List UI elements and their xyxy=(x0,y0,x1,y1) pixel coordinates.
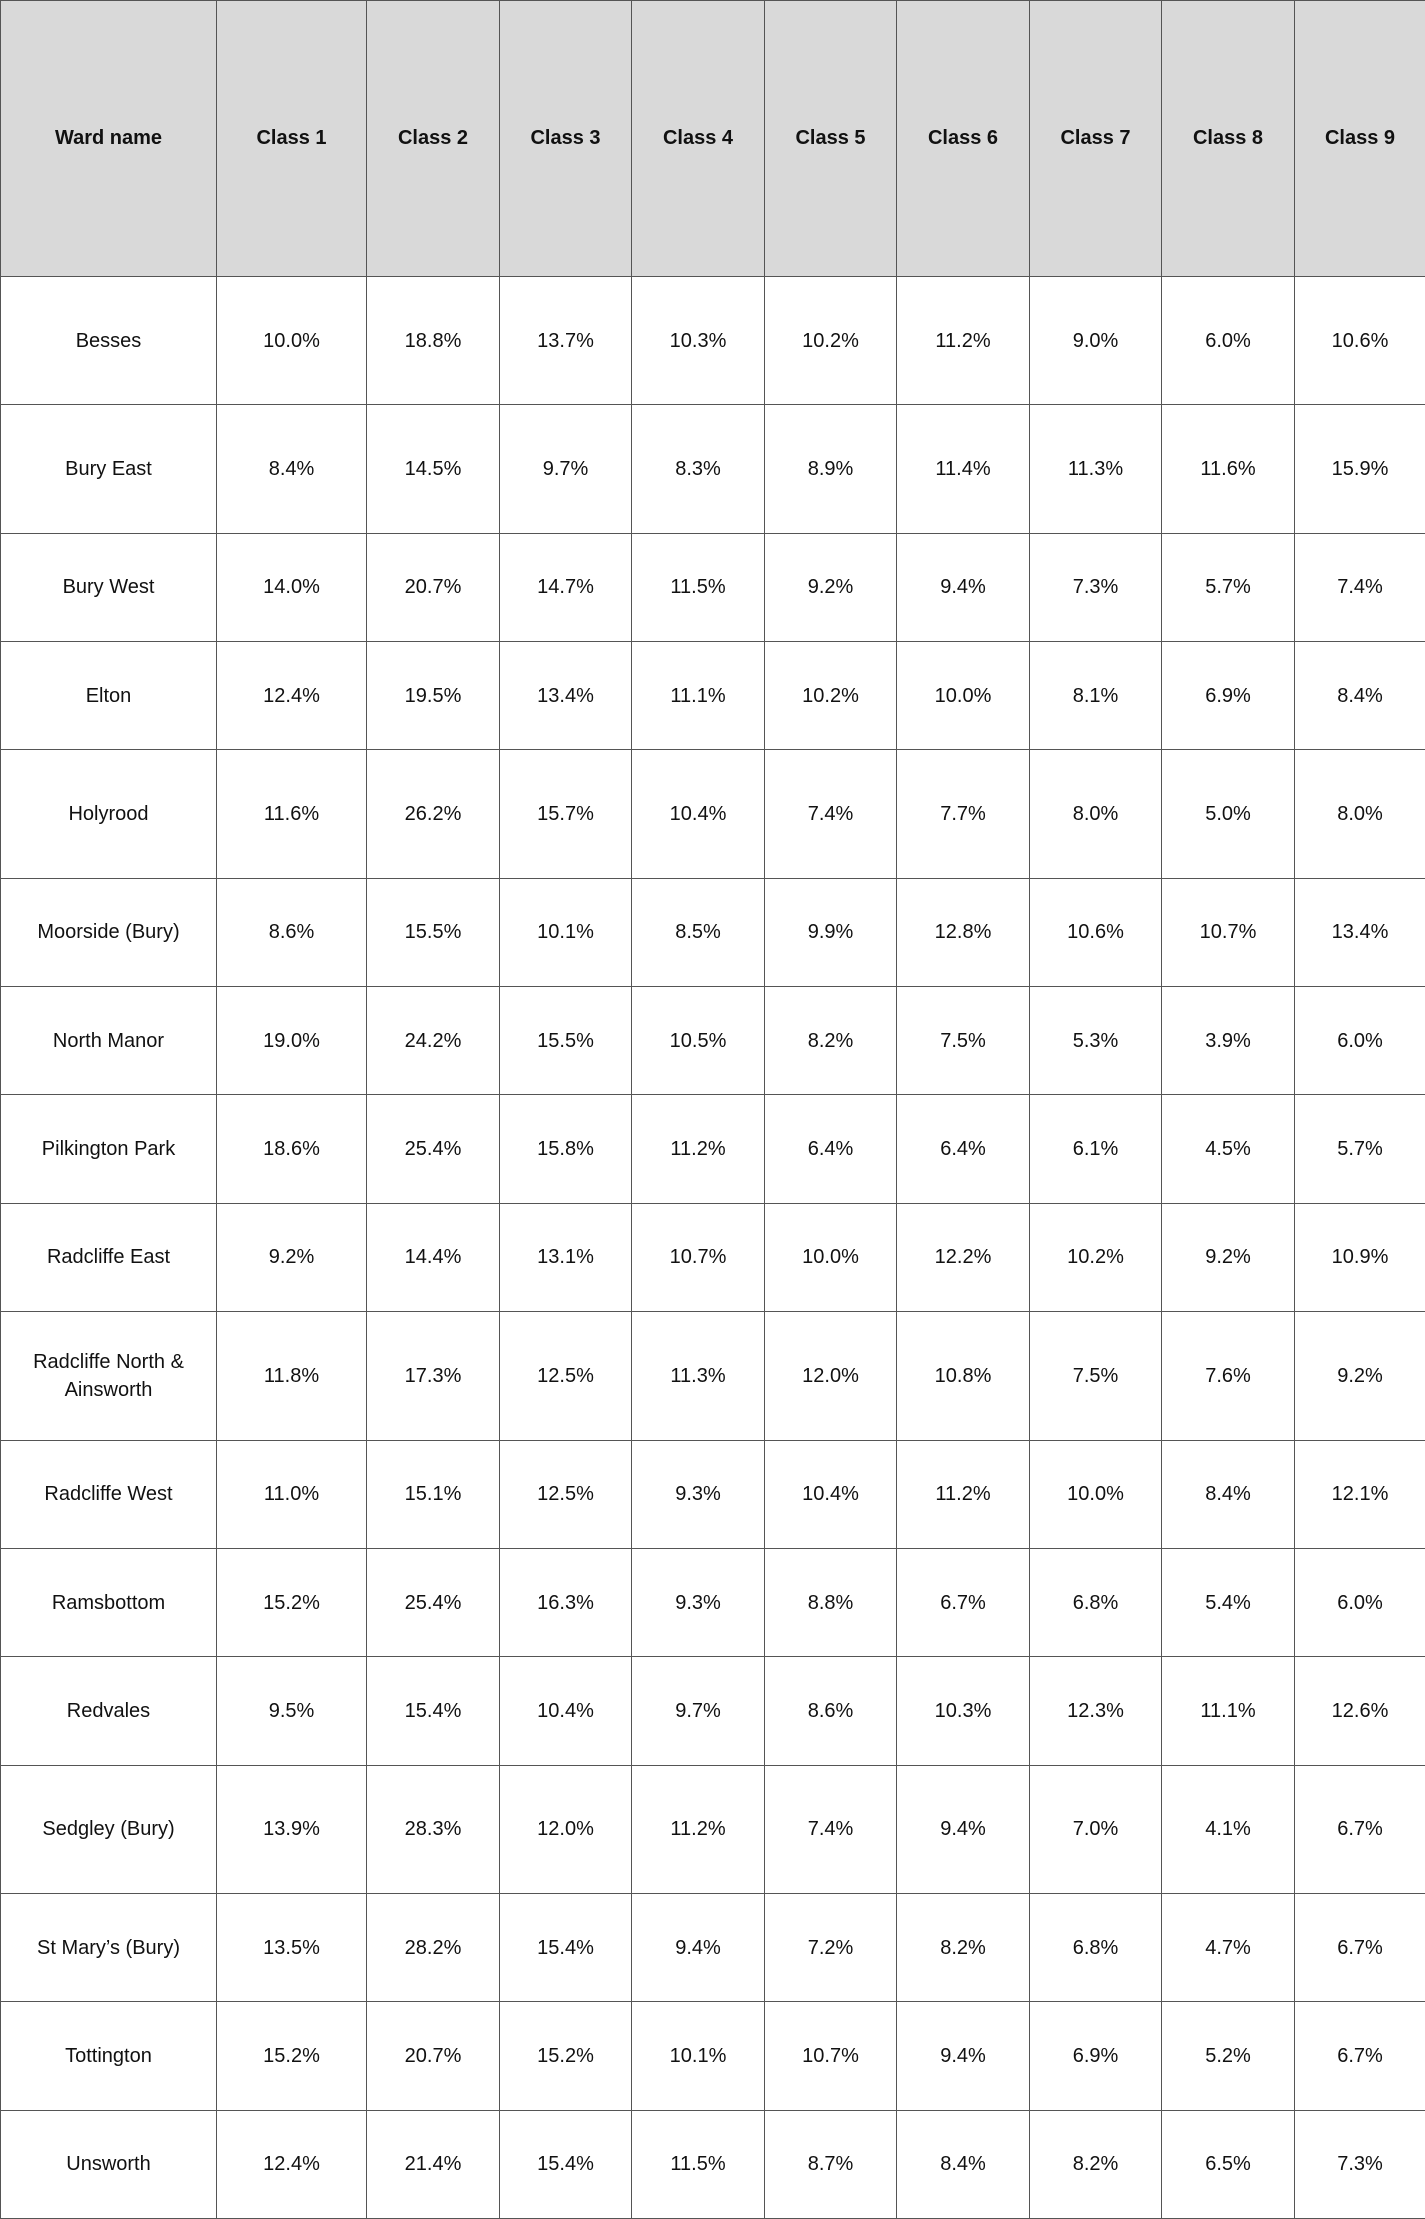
class-5-cell: 6.4% xyxy=(765,1095,897,1203)
class-6-cell: 10.0% xyxy=(897,642,1030,750)
class-3-cell: 15.7% xyxy=(500,750,632,878)
class-5-cell: 8.9% xyxy=(765,405,897,533)
class-9-cell: 7.3% xyxy=(1295,2110,1425,2218)
class-1-cell: 12.4% xyxy=(217,2110,367,2218)
class-5-cell: 10.4% xyxy=(765,1440,897,1548)
class-8-cell: 10.7% xyxy=(1162,878,1295,986)
ward-name-cell: Pilkington Park xyxy=(1,1095,217,1203)
class-9-cell: 12.6% xyxy=(1295,1657,1425,1765)
class-9-cell: 6.0% xyxy=(1295,1548,1425,1656)
header-class-8: Class 8 xyxy=(1162,1,1295,277)
class-2-cell: 19.5% xyxy=(367,642,500,750)
class-7-cell: 10.6% xyxy=(1030,878,1162,986)
class-5-cell: 9.2% xyxy=(765,533,897,641)
class-9-cell: 12.1% xyxy=(1295,1440,1425,1548)
class-5-cell: 8.2% xyxy=(765,987,897,1095)
class-4-cell: 11.5% xyxy=(632,2110,765,2218)
class-8-cell: 6.0% xyxy=(1162,277,1295,405)
class-2-cell: 25.4% xyxy=(367,1095,500,1203)
class-6-cell: 11.4% xyxy=(897,405,1030,533)
class-2-cell: 21.4% xyxy=(367,2110,500,2218)
class-9-cell: 5.7% xyxy=(1295,1095,1425,1203)
ward-name-cell: North Manor xyxy=(1,987,217,1095)
class-1-cell: 11.8% xyxy=(217,1312,367,1440)
class-6-cell: 10.8% xyxy=(897,1312,1030,1440)
table-row xyxy=(1,1312,1425,1440)
class-8-cell: 8.4% xyxy=(1162,1440,1295,1548)
class-8-cell: 6.9% xyxy=(1162,642,1295,750)
class-7-cell: 7.3% xyxy=(1030,533,1162,641)
class-6-cell: 11.2% xyxy=(897,277,1030,405)
class-5-cell: 10.0% xyxy=(765,1203,897,1311)
class-6-cell: 12.2% xyxy=(897,1203,1030,1311)
header-class-4: Class 4 xyxy=(632,1,765,277)
class-6-cell: 8.2% xyxy=(897,1893,1030,2001)
class-7-cell: 5.3% xyxy=(1030,987,1162,1095)
class-1-cell: 15.2% xyxy=(217,1548,367,1656)
class-8-cell: 3.9% xyxy=(1162,987,1295,1095)
class-4-cell: 11.5% xyxy=(632,533,765,641)
class-3-cell: 15.8% xyxy=(500,1095,632,1203)
class-3-cell: 15.2% xyxy=(500,2002,632,2110)
ward-name-cell: Besses xyxy=(1,277,217,405)
class-6-cell: 10.3% xyxy=(897,1657,1030,1765)
class-7-cell: 11.3% xyxy=(1030,405,1162,533)
class-9-cell: 6.0% xyxy=(1295,987,1425,1095)
header-class-5: Class 5 xyxy=(765,1,897,277)
class-7-cell: 6.8% xyxy=(1030,1548,1162,1656)
class-5-cell: 7.4% xyxy=(765,1765,897,1893)
ward-name-cell: Radcliffe North & Ainsworth xyxy=(1,1312,217,1440)
ward-name-cell: Elton xyxy=(1,642,217,750)
class-3-cell: 14.7% xyxy=(500,533,632,641)
class-7-cell: 8.2% xyxy=(1030,2110,1162,2218)
class-5-cell: 7.2% xyxy=(765,1893,897,2001)
ward-name-cell: Radcliffe East xyxy=(1,1203,217,1311)
header-ward-name: Ward name xyxy=(1,1,217,277)
class-2-cell: 28.3% xyxy=(367,1765,500,1893)
class-9-cell: 10.6% xyxy=(1295,277,1425,405)
class-4-cell: 11.1% xyxy=(632,642,765,750)
ward-name-cell: Holyrood xyxy=(1,750,217,878)
class-1-cell: 9.5% xyxy=(217,1657,367,1765)
ward-name-cell: St Mary’s (Bury) xyxy=(1,1893,217,2001)
class-7-cell: 6.1% xyxy=(1030,1095,1162,1203)
header-class-7: Class 7 xyxy=(1030,1,1162,277)
header-class-6: Class 6 xyxy=(897,1,1030,277)
class-7-cell: 8.1% xyxy=(1030,642,1162,750)
table-row xyxy=(1,1893,1425,2001)
class-2-cell: 20.7% xyxy=(367,2002,500,2110)
class-2-cell: 15.4% xyxy=(367,1657,500,1765)
class-2-cell: 14.4% xyxy=(367,1203,500,1311)
class-1-cell: 11.6% xyxy=(217,750,367,878)
ward-name-cell: Unsworth xyxy=(1,2110,217,2218)
header-class-1: Class 1 xyxy=(217,1,367,277)
class-2-cell: 24.2% xyxy=(367,987,500,1095)
class-4-cell: 8.5% xyxy=(632,878,765,986)
table-row xyxy=(1,987,1425,1095)
class-9-cell: 6.7% xyxy=(1295,1893,1425,2001)
class-6-cell: 9.4% xyxy=(897,2002,1030,2110)
class-7-cell: 7.5% xyxy=(1030,1312,1162,1440)
class-3-cell: 13.1% xyxy=(500,1203,632,1311)
ward-name-cell: Radcliffe West xyxy=(1,1440,217,1548)
class-3-cell: 13.7% xyxy=(500,277,632,405)
class-9-cell: 6.7% xyxy=(1295,2002,1425,2110)
header-class-2: Class 2 xyxy=(367,1,500,277)
class-2-cell: 15.1% xyxy=(367,1440,500,1548)
class-8-cell: 11.6% xyxy=(1162,405,1295,533)
class-8-cell: 9.2% xyxy=(1162,1203,1295,1311)
header-row xyxy=(1,1,1425,277)
class-3-cell: 12.0% xyxy=(500,1765,632,1893)
class-6-cell: 7.5% xyxy=(897,987,1030,1095)
class-1-cell: 12.4% xyxy=(217,642,367,750)
class-3-cell: 12.5% xyxy=(500,1440,632,1548)
ward-name-cell: Sedgley (Bury) xyxy=(1,1765,217,1893)
class-8-cell: 5.4% xyxy=(1162,1548,1295,1656)
class-8-cell: 7.6% xyxy=(1162,1312,1295,1440)
class-9-cell: 7.4% xyxy=(1295,533,1425,641)
class-8-cell: 5.2% xyxy=(1162,2002,1295,2110)
table-body xyxy=(1,277,1425,2219)
class-2-cell: 17.3% xyxy=(367,1312,500,1440)
class-8-cell: 5.0% xyxy=(1162,750,1295,878)
class-5-cell: 8.8% xyxy=(765,1548,897,1656)
class-1-cell: 13.5% xyxy=(217,1893,367,2001)
class-4-cell: 9.4% xyxy=(632,1893,765,2001)
table-row xyxy=(1,1095,1425,1203)
table-row xyxy=(1,277,1425,405)
class-9-cell: 8.4% xyxy=(1295,642,1425,750)
table-row xyxy=(1,1548,1425,1656)
class-1-cell: 8.4% xyxy=(217,405,367,533)
class-3-cell: 10.4% xyxy=(500,1657,632,1765)
class-1-cell: 15.2% xyxy=(217,2002,367,2110)
class-2-cell: 28.2% xyxy=(367,1893,500,2001)
class-8-cell: 4.1% xyxy=(1162,1765,1295,1893)
class-5-cell: 7.4% xyxy=(765,750,897,878)
class-7-cell: 10.2% xyxy=(1030,1203,1162,1311)
class-4-cell: 11.2% xyxy=(632,1095,765,1203)
class-3-cell: 15.5% xyxy=(500,987,632,1095)
class-2-cell: 14.5% xyxy=(367,405,500,533)
class-6-cell: 8.4% xyxy=(897,2110,1030,2218)
table-row xyxy=(1,1657,1425,1765)
table-row xyxy=(1,642,1425,750)
class-1-cell: 14.0% xyxy=(217,533,367,641)
class-4-cell: 11.2% xyxy=(632,1765,765,1893)
class-6-cell: 6.7% xyxy=(897,1548,1030,1656)
class-2-cell: 18.8% xyxy=(367,277,500,405)
class-1-cell: 8.6% xyxy=(217,878,367,986)
class-5-cell: 10.2% xyxy=(765,277,897,405)
table-row xyxy=(1,2002,1425,2110)
table-row xyxy=(1,1203,1425,1311)
class-6-cell: 11.2% xyxy=(897,1440,1030,1548)
class-1-cell: 13.9% xyxy=(217,1765,367,1893)
class-7-cell: 6.9% xyxy=(1030,2002,1162,2110)
class-4-cell: 9.3% xyxy=(632,1440,765,1548)
class-8-cell: 6.5% xyxy=(1162,2110,1295,2218)
table-row xyxy=(1,405,1425,533)
class-3-cell: 15.4% xyxy=(500,2110,632,2218)
table-row xyxy=(1,533,1425,641)
header-class-9: Class 9 xyxy=(1295,1,1425,277)
class-5-cell: 10.7% xyxy=(765,2002,897,2110)
class-2-cell: 25.4% xyxy=(367,1548,500,1656)
class-1-cell: 19.0% xyxy=(217,987,367,1095)
class-6-cell: 9.4% xyxy=(897,1765,1030,1893)
class-9-cell: 8.0% xyxy=(1295,750,1425,878)
class-5-cell: 10.2% xyxy=(765,642,897,750)
table-row xyxy=(1,750,1425,878)
class-9-cell: 10.9% xyxy=(1295,1203,1425,1311)
class-4-cell: 11.3% xyxy=(632,1312,765,1440)
class-5-cell: 9.9% xyxy=(765,878,897,986)
class-4-cell: 10.4% xyxy=(632,750,765,878)
class-5-cell: 8.6% xyxy=(765,1657,897,1765)
class-1-cell: 10.0% xyxy=(217,277,367,405)
class-3-cell: 12.5% xyxy=(500,1312,632,1440)
class-2-cell: 15.5% xyxy=(367,878,500,986)
class-4-cell: 8.3% xyxy=(632,405,765,533)
class-4-cell: 10.3% xyxy=(632,277,765,405)
class-4-cell: 9.3% xyxy=(632,1548,765,1656)
class-1-cell: 11.0% xyxy=(217,1440,367,1548)
class-1-cell: 9.2% xyxy=(217,1203,367,1311)
class-7-cell: 12.3% xyxy=(1030,1657,1162,1765)
ward-name-cell: Redvales xyxy=(1,1657,217,1765)
class-3-cell: 16.3% xyxy=(500,1548,632,1656)
header-class-3: Class 3 xyxy=(500,1,632,277)
class-6-cell: 7.7% xyxy=(897,750,1030,878)
ward-name-cell: Tottington xyxy=(1,2002,217,2110)
class-4-cell: 9.7% xyxy=(632,1657,765,1765)
class-3-cell: 10.1% xyxy=(500,878,632,986)
class-4-cell: 10.5% xyxy=(632,987,765,1095)
ward-name-cell: Bury West xyxy=(1,533,217,641)
table-row xyxy=(1,2110,1425,2218)
table-row xyxy=(1,878,1425,986)
class-7-cell: 8.0% xyxy=(1030,750,1162,878)
ward-name-cell: Moorside (Bury) xyxy=(1,878,217,986)
class-4-cell: 10.1% xyxy=(632,2002,765,2110)
class-8-cell: 4.5% xyxy=(1162,1095,1295,1203)
table-row xyxy=(1,1765,1425,1893)
class-3-cell: 15.4% xyxy=(500,1893,632,2001)
class-3-cell: 9.7% xyxy=(500,405,632,533)
class-3-cell: 13.4% xyxy=(500,642,632,750)
ward-name-cell: Ramsbottom xyxy=(1,1548,217,1656)
class-8-cell: 4.7% xyxy=(1162,1893,1295,2001)
class-6-cell: 12.8% xyxy=(897,878,1030,986)
class-2-cell: 26.2% xyxy=(367,750,500,878)
class-6-cell: 9.4% xyxy=(897,533,1030,641)
class-8-cell: 11.1% xyxy=(1162,1657,1295,1765)
class-7-cell: 7.0% xyxy=(1030,1765,1162,1893)
class-9-cell: 13.4% xyxy=(1295,878,1425,986)
class-9-cell: 9.2% xyxy=(1295,1312,1425,1440)
class-6-cell: 6.4% xyxy=(897,1095,1030,1203)
class-8-cell: 5.7% xyxy=(1162,533,1295,641)
ward-name-cell: Bury East xyxy=(1,405,217,533)
class-4-cell: 10.7% xyxy=(632,1203,765,1311)
class-1-cell: 18.6% xyxy=(217,1095,367,1203)
class-9-cell: 15.9% xyxy=(1295,405,1425,533)
table-row xyxy=(1,1440,1425,1548)
class-5-cell: 12.0% xyxy=(765,1312,897,1440)
class-7-cell: 9.0% xyxy=(1030,277,1162,405)
class-9-cell: 6.7% xyxy=(1295,1765,1425,1893)
class-2-cell: 20.7% xyxy=(367,533,500,641)
class-7-cell: 10.0% xyxy=(1030,1440,1162,1548)
class-7-cell: 6.8% xyxy=(1030,1893,1162,2001)
class-5-cell: 8.7% xyxy=(765,2110,897,2218)
